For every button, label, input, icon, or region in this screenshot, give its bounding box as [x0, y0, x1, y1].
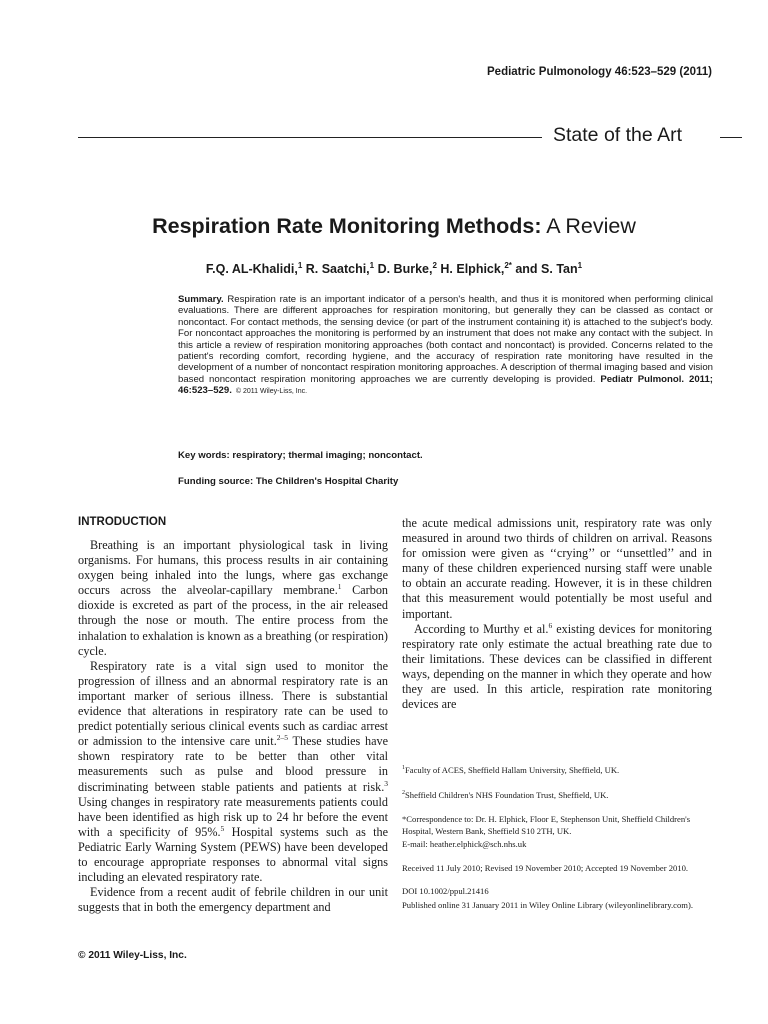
doi: DOI 10.1002/ppul.21416: [402, 886, 489, 897]
author-name: H. Elphick,: [436, 262, 505, 277]
correspondence-email: E-mail: heather.elphick@sch.nhs.uk: [402, 839, 527, 850]
section-rule: [78, 137, 542, 138]
received-dates: Received 11 July 2010; Revised 19 November 2010; Accepted 19 November 2010.: [402, 862, 689, 873]
citation-reference: 1: [337, 582, 342, 592]
citation-reference: 6: [548, 620, 553, 630]
footnotes: [402, 763, 712, 923]
affiliation-1: $^1$Faculty of ACES, Sheffield Hallam University, Sheffield, UK.: [402, 764, 620, 775]
paragraph-text: Breathing is an important physiological task in living organisms. For humans, this process results in air containing oxygen being inhaled into the lungs, where gas exchange occurs across the alveolar-capillary membrane.: [78, 538, 388, 598]
paragraph-text: Hospital systems such as the Pediatric Early Warning System (PEWS) have been developed to encourage appropriate responses to abnormal vital signs including an elevated respiratory rate.: [78, 824, 388, 885]
journal-reference: Pediatric Pulmonology 46:523–529 (2011): [487, 66, 712, 78]
paragraph-text: Carbon dioxide is excreted as part of the process, in the air released through the nose or mouth. The entire process from the inhalation to exhalation is known as a breathing (or respiration) cycle.: [78, 583, 389, 658]
correspondence: *Correspondence to: Dr. H. Elphick, Floor E, Stephenson Unit, Sheffield Children's Hospital, Western Bank, Sheffield S10 2TH, UK.: [402, 813, 691, 836]
author-name: D. Burke,: [374, 262, 433, 277]
keywords: Key words: respiratory; thermal imaging; noncontact.: [178, 450, 423, 461]
paragraph-text: existing devices for monitoring respiratory rate only estimate the actual breathing rate due to their limitations. These devices can be classified in different ways, depending on the manner in which they operate and how they are used. In this article, respiration rate monitoring devices are: [402, 621, 713, 712]
left-paragraphs: [78, 538, 388, 915]
author-affiliation-mark: 2*: [504, 261, 512, 270]
body-paragraph: [78, 885, 388, 915]
author-affiliation-mark: 1: [577, 261, 583, 270]
author-affiliation-mark: 1: [297, 261, 303, 270]
abstract-text: Respiration rate is an important indicator of a person's health, and thus it is monitored when performing clinical evaluations. There are different approaches for respiration monitoring, but generally they can be classed as contact or noncontact. For contact methods, the sensing device (or part of the instrument containing it) is attached to the subject's body. For noncontact approaches the monitoring is performed by an instrument that does not make any contact with the subject. In this article a review of respiration monitoring approaches (both contact and noncontact) is provided. Concerns related to the patient's recording comfort, recording hygiene, and the accuracy of respiration rate monitoring have resulted in the development of a number of noncontact respiration monitoring approaches. A description of thermal imaging based and vision based noncontact respiration monitoring approaches we are currently developing is provided.: [178, 294, 713, 385]
body-paragraph: [402, 516, 712, 622]
paragraph-text: the acute medical admissions unit, respiratory rate was only measured in around two thirds of children on arrival. Reasons for omission were given as ‘‘crying’’ or ‘‘unsettled’’ and in many of these children experienced nursing staff were unable to obtain an accurate reading. However, it is in these children that this measurement would potentially be most useful and important.: [402, 516, 712, 621]
left-column: [78, 516, 388, 915]
funding-source: Funding source: The Children's Hospital Charity: [178, 476, 399, 487]
right-column: [402, 516, 712, 712]
section-rule-tail: [720, 137, 742, 138]
paragraph-text: Respiratory rate is a vital sign used to monitor the progression of illness and an abnormal respiratory rate is an important marker of serious illness. There is substantial evidence that alterations in respiratory rate can be used to predict potentially serious clinical events such as cardiac arrest or admission to the intensive care unit.: [78, 658, 388, 749]
author-name: F.Q. AL-Khalidi,: [205, 262, 298, 277]
body-paragraph: [78, 538, 388, 659]
citation-reference: 2–5: [276, 733, 288, 743]
abstract-citation: Pediatr Pulmonol. 2011; 46:523–529.: [178, 373, 713, 397]
right-paragraphs: [402, 516, 712, 712]
author-affiliation-mark: 2: [432, 261, 437, 270]
section-label: State of the Art: [553, 124, 682, 146]
abstract-copyright: © 2011 Wiley-Liss, Inc.: [235, 388, 308, 396]
author-list: [0, 261, 768, 276]
abstract-label: Summary.: [178, 294, 224, 305]
body-paragraph: [402, 622, 712, 713]
page-copyright: © 2011 Wiley-Liss, Inc.: [78, 950, 187, 961]
section-heading-introduction: INTRODUCTION: [78, 516, 167, 528]
citation-reference: 5: [220, 823, 225, 833]
author-name: R. Saatchi,: [302, 262, 370, 277]
citation-reference: 3: [384, 778, 388, 788]
title-main: Respiration Rate Monitoring Methods:: [152, 214, 542, 238]
paragraph-text: Using changes in respiratory rate measurements patients could have been identified as high risk up to 24 hr before the event with a specificity of 95%.: [78, 794, 388, 839]
published-online: Published online 31 January 2011 in Wiley Online Library (wileyonlinelibrary.com).: [402, 899, 693, 910]
affiliation-2: $^2$Sheffield Children's NHS Foundation Trust, Sheffield, UK.: [402, 790, 609, 801]
article-title: [0, 214, 768, 239]
author-name: and S. Tan: [511, 262, 578, 277]
paragraph-text: According to Murthy et al.: [414, 621, 549, 636]
abstract: [178, 294, 713, 398]
title-subtitle: A Review: [541, 214, 636, 238]
body-paragraph: [78, 659, 388, 885]
paragraph-text: These studies have shown respiratory rate to be better than other vital measurements such as pulse and blood pressure in discriminating between stable patients and patients at risk.: [78, 734, 388, 794]
paragraph-text: Evidence from a recent audit of febrile children in our unit suggests that in both the emergency department and: [78, 885, 388, 915]
author-affiliation-mark: 1: [369, 261, 375, 270]
